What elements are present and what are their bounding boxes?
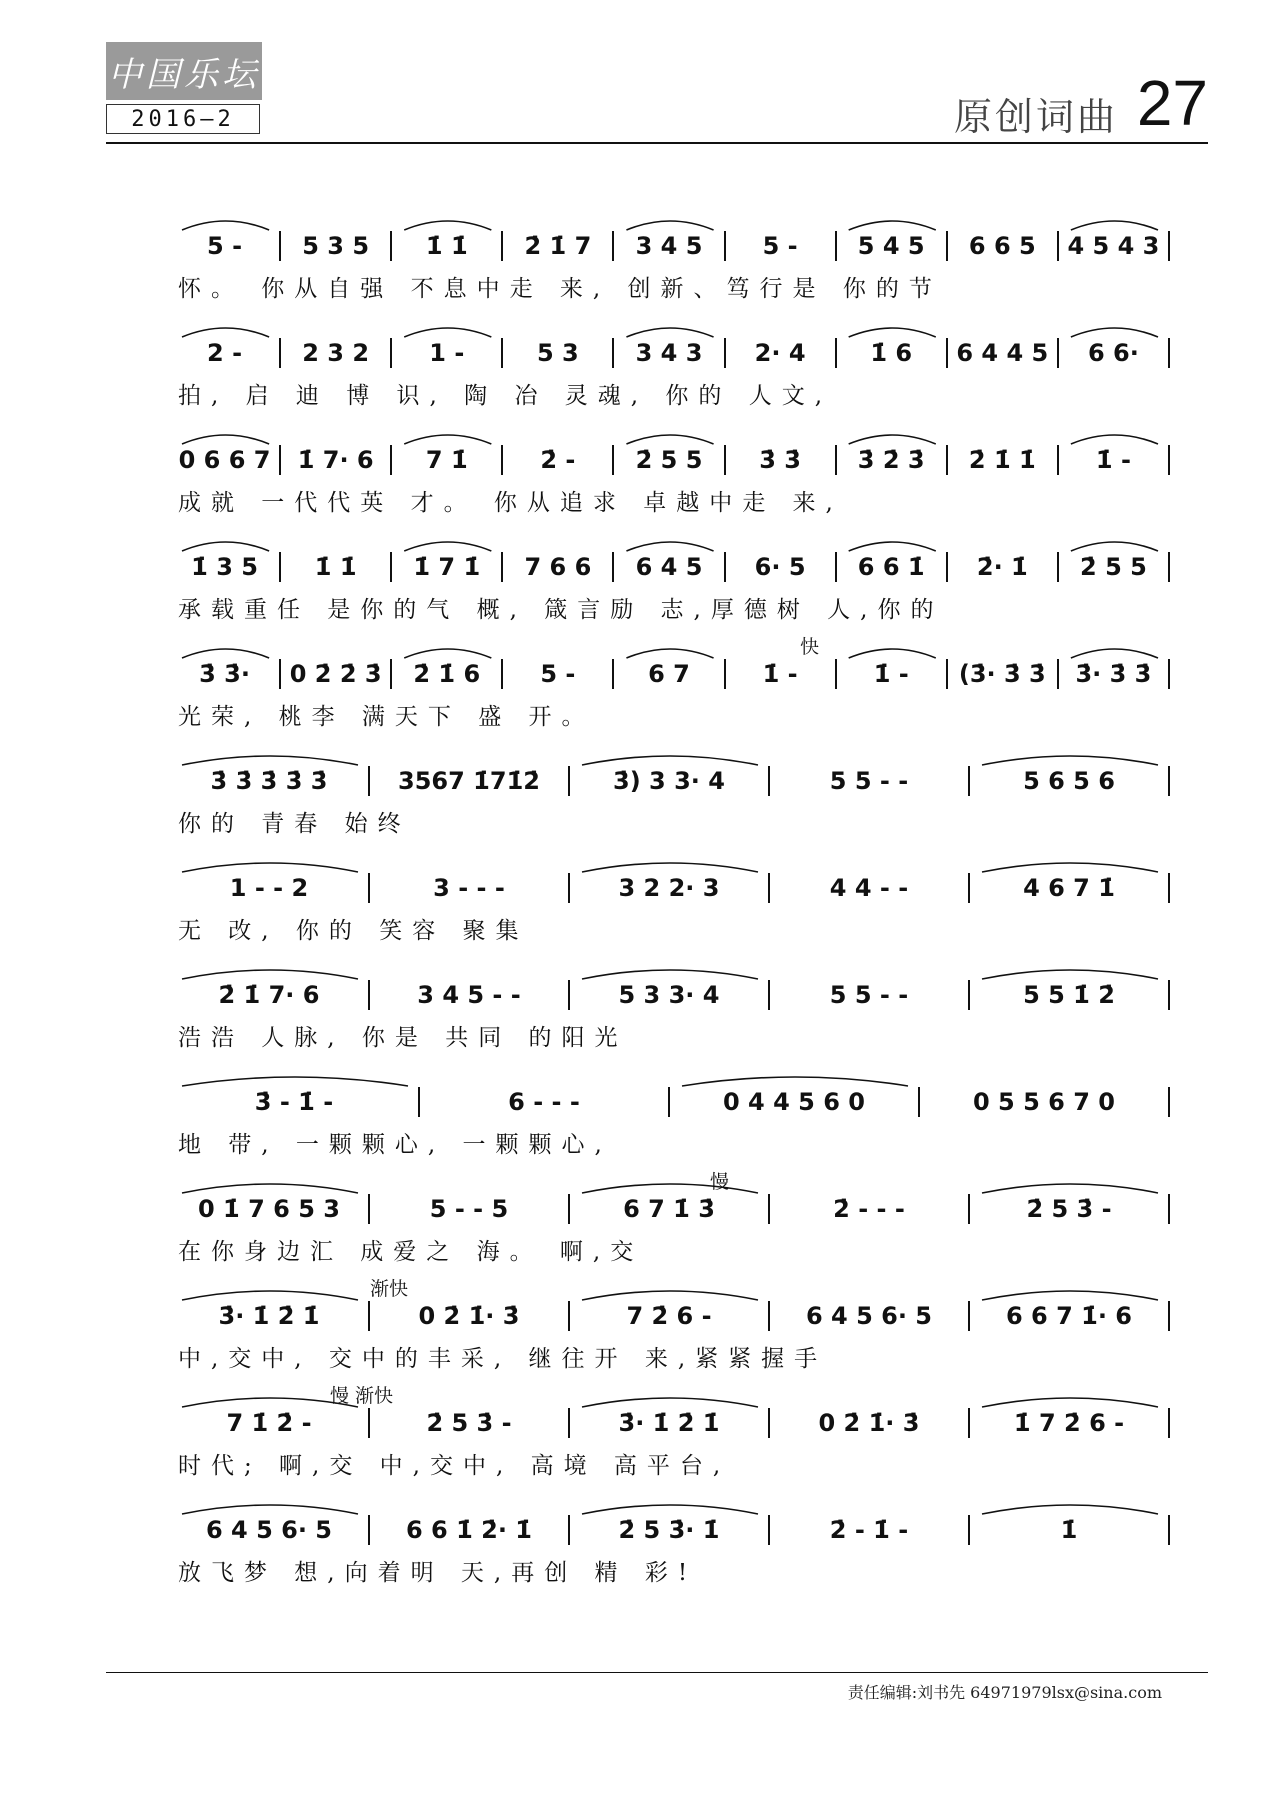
notation-line — [170, 872, 1170, 904]
slur-arc — [849, 328, 936, 337]
barline — [1168, 1515, 1170, 1545]
slur-arc — [626, 328, 713, 337]
barline — [1168, 980, 1170, 1010]
measure: 1̇ - — [1095, 446, 1131, 474]
measure: 6 4 4 5 — [956, 339, 1049, 367]
measure: 6 7 — [648, 660, 690, 688]
measure: 5 - - 5 — [429, 1195, 509, 1223]
slur-arc — [982, 863, 1158, 872]
measure: 0 5 5 6 7 0 — [973, 1088, 1115, 1116]
slur-arc — [182, 328, 269, 337]
measure: 5 6 5 6 — [1023, 767, 1115, 795]
measure: 5 - — [540, 660, 576, 688]
lyrics-line: 光荣, 桃李 满天下 盛 开。 — [178, 704, 595, 730]
measure: 6 4 5 6· 5 — [805, 1302, 933, 1330]
measure: 6 7 1̇ 3̇ — [623, 1195, 715, 1223]
barline — [1168, 338, 1170, 368]
slur-arc — [1071, 435, 1158, 444]
measure: 5 3 — [537, 339, 579, 367]
tempo-marking: 慢 — [710, 1171, 730, 1193]
header-rule — [106, 142, 1208, 144]
slur-arc — [849, 221, 936, 230]
score-system — [170, 1367, 1170, 1479]
measure: 7 1̇ — [425, 446, 468, 474]
section-title: 原创词曲 — [953, 95, 1118, 139]
slur-arc — [582, 1398, 758, 1407]
slur-arc — [982, 1398, 1158, 1407]
measure: 5 3 3· 4 — [618, 981, 720, 1009]
measure: 5 5 - - — [829, 981, 909, 1009]
measure: 0 6 6 7 — [178, 446, 271, 474]
slur-arc — [626, 435, 713, 444]
slur-arc — [404, 542, 491, 551]
measure: 2̇ - 1̇ - — [829, 1516, 909, 1544]
notation-line — [170, 230, 1170, 262]
slur-arc — [182, 863, 358, 872]
slur-arc — [182, 1291, 358, 1300]
lyrics-line: 地 带, 一颗颗心, 一颗颗心, — [178, 1132, 612, 1158]
measure: 7 2̇ 6 - — [626, 1302, 712, 1330]
notation-line — [170, 1514, 1170, 1546]
slur-arc — [982, 756, 1158, 765]
slur-arc — [849, 542, 936, 551]
barline — [1168, 445, 1170, 475]
measure: 1̇ 1̇ — [314, 553, 357, 581]
slur-arc — [849, 435, 936, 444]
slur-arc — [1071, 221, 1158, 230]
measure: 1̇ 6 — [870, 339, 913, 367]
slur-arc — [404, 649, 491, 658]
notation-line — [170, 765, 1170, 797]
measure: 3 - - - — [433, 874, 505, 902]
score-system — [170, 511, 1170, 623]
page-number: 27 — [1136, 67, 1208, 139]
slur-arc — [1071, 649, 1158, 658]
notation-line — [170, 1300, 1170, 1332]
measure: 2̇ - - - — [833, 1195, 905, 1223]
slur-arc — [582, 1291, 758, 1300]
measure: 2 - — [207, 339, 243, 367]
lyrics-line: 浩浩 人脉, 你是 共同 的阳光 — [178, 1025, 628, 1051]
measure: 6 6 1̇ 2̇· 1̇ — [405, 1516, 533, 1544]
slur-arc — [404, 221, 491, 230]
measure: 0 4 4 5 6 0 — [723, 1088, 865, 1116]
measure: (3̇· 3̇ 3̇ — [958, 660, 1046, 688]
lyrics-line: 时代; 啊,交 中,交中, 高境 高平台, — [178, 1453, 731, 1479]
lyrics-line: 中,交中, 交中的丰采, 继往开 来,紧紧握手 — [178, 1346, 828, 1372]
measure: 1̇ 7· 6 — [297, 446, 374, 474]
measure: 6 4 5 — [635, 553, 703, 581]
measure: 2̇ 5 5 — [1080, 553, 1147, 581]
measure: 5 4 5 — [857, 232, 925, 260]
measure: 1̇ - — [762, 660, 798, 688]
measure: 5 - — [762, 232, 798, 260]
measure: 3̇ 3̇· — [199, 660, 250, 688]
issue-number: 2016—2 — [106, 104, 260, 134]
measure: 3̇) 3 3· 4 — [613, 767, 725, 795]
measure: 5 5 1̇ 2̇ — [1023, 981, 1115, 1009]
measure: 2̇ 1̇ 1̇ — [968, 446, 1036, 474]
measure: 1 - - 2 — [229, 874, 309, 902]
notation-line — [170, 1193, 1170, 1225]
slur-arc — [404, 435, 491, 444]
measure: 2̇ 5 3̇ - — [1026, 1195, 1112, 1223]
measure: 0 2̇ 1̇· 3̇ — [818, 1409, 920, 1437]
barline — [1168, 1194, 1170, 1224]
measure: 7 1̇ 2̇ - — [226, 1409, 312, 1437]
measure: 1̇ - — [873, 660, 909, 688]
measure: 3̇· 1̇ 2̇ 1̇ — [218, 1302, 320, 1330]
barline — [1168, 873, 1170, 903]
barline — [1168, 552, 1170, 582]
barline — [1168, 1408, 1170, 1438]
measure: 3567 1̇71̇2̇ — [398, 767, 540, 795]
score-system — [170, 404, 1170, 516]
measure: 3 4 3 — [635, 339, 703, 367]
score-system — [170, 832, 1170, 944]
editor-credit: 责任编辑:刘书先 64971979lsx@sina.com — [847, 1683, 1162, 1702]
lyrics-line: 拍, 启 迪 博 识, 陶 冶 灵魂, 你的 人文, — [178, 383, 833, 409]
score-system — [170, 725, 1170, 837]
measure: 6 6 5 — [968, 232, 1036, 260]
slur-arc — [182, 1184, 358, 1193]
measure: 5 - — [207, 232, 243, 260]
slur-arc — [582, 1184, 758, 1193]
measure: 6 6 1̇ — [857, 553, 925, 581]
measure: 6 6 7 1̇· 6 — [1005, 1302, 1133, 1330]
measure: 3 4 5 - - — [417, 981, 521, 1009]
lyrics-line: 你的 青春 始终 — [178, 811, 411, 837]
notation-line — [170, 658, 1170, 690]
lyrics-line: 成就 一代代英 才。 你从追求 卓越中走 来, — [178, 490, 843, 516]
music-score — [170, 190, 1170, 1586]
slur-arc — [626, 221, 713, 230]
slur-arc — [582, 863, 758, 872]
barline — [1168, 659, 1170, 689]
barline — [1168, 231, 1170, 261]
slur-arc — [404, 328, 491, 337]
measure: 3̇ 2̇ 3̇ — [857, 446, 925, 474]
score-system — [170, 618, 1170, 730]
score-system — [170, 1474, 1170, 1586]
lyrics-line: 在你身边汇 成爱之 海。 啊,交 — [178, 1239, 644, 1265]
tempo-marking: 快 — [800, 636, 820, 658]
slur-arc — [582, 970, 758, 979]
measure: 0 2̇ 2̇ 3̇ — [289, 660, 382, 688]
slur-arc — [1071, 328, 1158, 337]
measure: 2 3 2 — [302, 339, 370, 367]
measure: 6 6· — [1087, 339, 1139, 367]
score-system — [170, 939, 1170, 1051]
measure: 2̇ 5 5 — [635, 446, 703, 474]
slur-arc — [182, 1077, 408, 1086]
measure: 6 - - - — [508, 1088, 580, 1116]
notation-line — [170, 444, 1170, 476]
notation-line — [170, 979, 1170, 1011]
measure: 3̇ - 1̇ - — [254, 1088, 334, 1116]
slur-arc — [182, 970, 358, 979]
measure: 1̇ — [1060, 1516, 1078, 1544]
slur-arc — [582, 1505, 758, 1514]
slur-arc — [682, 1077, 908, 1086]
notation-line — [170, 1407, 1170, 1439]
slur-arc — [626, 649, 713, 658]
lyrics-line: 放飞梦 想,向着明 天,再创 精 彩! — [178, 1560, 698, 1586]
measure: 0 1̇ 7 6 5 3 — [198, 1195, 340, 1223]
measure: 0 2̇ 1̇· 3̇ — [418, 1302, 520, 1330]
measure: 5 3 5 — [302, 232, 370, 260]
slur-arc — [182, 435, 269, 444]
measure: 3̇ 3̇ — [759, 446, 801, 474]
score-system — [170, 1260, 1170, 1372]
slur-arc — [182, 542, 269, 551]
measure: 1 - — [429, 339, 465, 367]
measure: 5 5 - - — [829, 767, 909, 795]
slur-arc — [582, 756, 758, 765]
measure: 1̇ 1̇ — [425, 232, 468, 260]
slur-arc — [1071, 542, 1158, 551]
slur-arc — [982, 1291, 1158, 1300]
barline — [1168, 1087, 1170, 1117]
lyrics-line: 无 改, 你的 笑容 聚集 — [178, 918, 529, 944]
measure: 2̇ 5 3̇ - — [426, 1409, 512, 1437]
measure: 2· 4 — [754, 339, 806, 367]
score-system — [170, 190, 1170, 302]
measure: 4 6 7 1̇ — [1023, 874, 1115, 902]
slur-arc — [626, 542, 713, 551]
measure: 6 4 5 6· 5 — [205, 1516, 333, 1544]
tempo-marking: 慢 渐快 — [330, 1385, 394, 1407]
notation-line — [170, 337, 1170, 369]
measure: 3 2 2· 3 — [618, 874, 720, 902]
notation-line — [170, 1086, 1170, 1118]
measure: 2̇ - — [540, 446, 576, 474]
slur-arc — [182, 221, 269, 230]
score-system — [170, 297, 1170, 409]
measure: 1̇ 7 1̇ — [413, 553, 481, 581]
barline — [1168, 766, 1170, 796]
notation-line — [170, 551, 1170, 583]
measure: 3̇· 3̇ 3̇ — [1075, 660, 1152, 688]
lyrics-line: 怀。 你从自强 不息中走 来, 创新、笃行是 你的节 — [178, 276, 942, 302]
measure: 3 4 5 — [635, 232, 703, 260]
slur-arc — [982, 1184, 1158, 1193]
measure: 2̇ 1̇ 7 — [524, 232, 592, 260]
slur-arc — [182, 756, 358, 765]
tempo-marking: 渐快 — [370, 1278, 409, 1300]
barline — [1168, 1301, 1170, 1331]
measure: 1̇ 3 5 — [191, 553, 258, 581]
measure: 2̇ 1̇ 7· 6 — [218, 981, 320, 1009]
slur-arc — [182, 1505, 358, 1514]
score-system — [170, 1046, 1170, 1158]
slur-arc — [182, 649, 269, 658]
measure: 6· 5 — [754, 553, 806, 581]
score-system — [170, 1153, 1170, 1265]
slur-arc — [982, 1505, 1158, 1514]
measure: 1̇ 7 2̇ 6 - — [1013, 1409, 1125, 1437]
measure: 3̇· 1̇ 2̇ 1̇ — [618, 1409, 720, 1437]
measure: 4 4 - - — [829, 874, 909, 902]
slur-arc — [982, 970, 1158, 979]
measure: 2̇· 1̇ — [976, 553, 1028, 581]
slur-arc — [849, 649, 936, 658]
lyrics-line: 承载重任 是你的气 概, 箴言励 志,厚德树 人,你的 — [178, 597, 944, 623]
measure: 2̇ 5 3̇· 1̇ — [618, 1516, 720, 1544]
measure: 2̇ 1̇ 6 — [413, 660, 481, 688]
magazine-logo: 中国乐坛 — [106, 42, 262, 100]
measure: 4 5 4 3 — [1067, 232, 1160, 260]
measure: 3̇ 3̇ 3̇ 3̇ 3̇ — [210, 767, 328, 795]
measure: 7 6 6 — [524, 553, 592, 581]
footer-rule — [106, 1672, 1208, 1673]
